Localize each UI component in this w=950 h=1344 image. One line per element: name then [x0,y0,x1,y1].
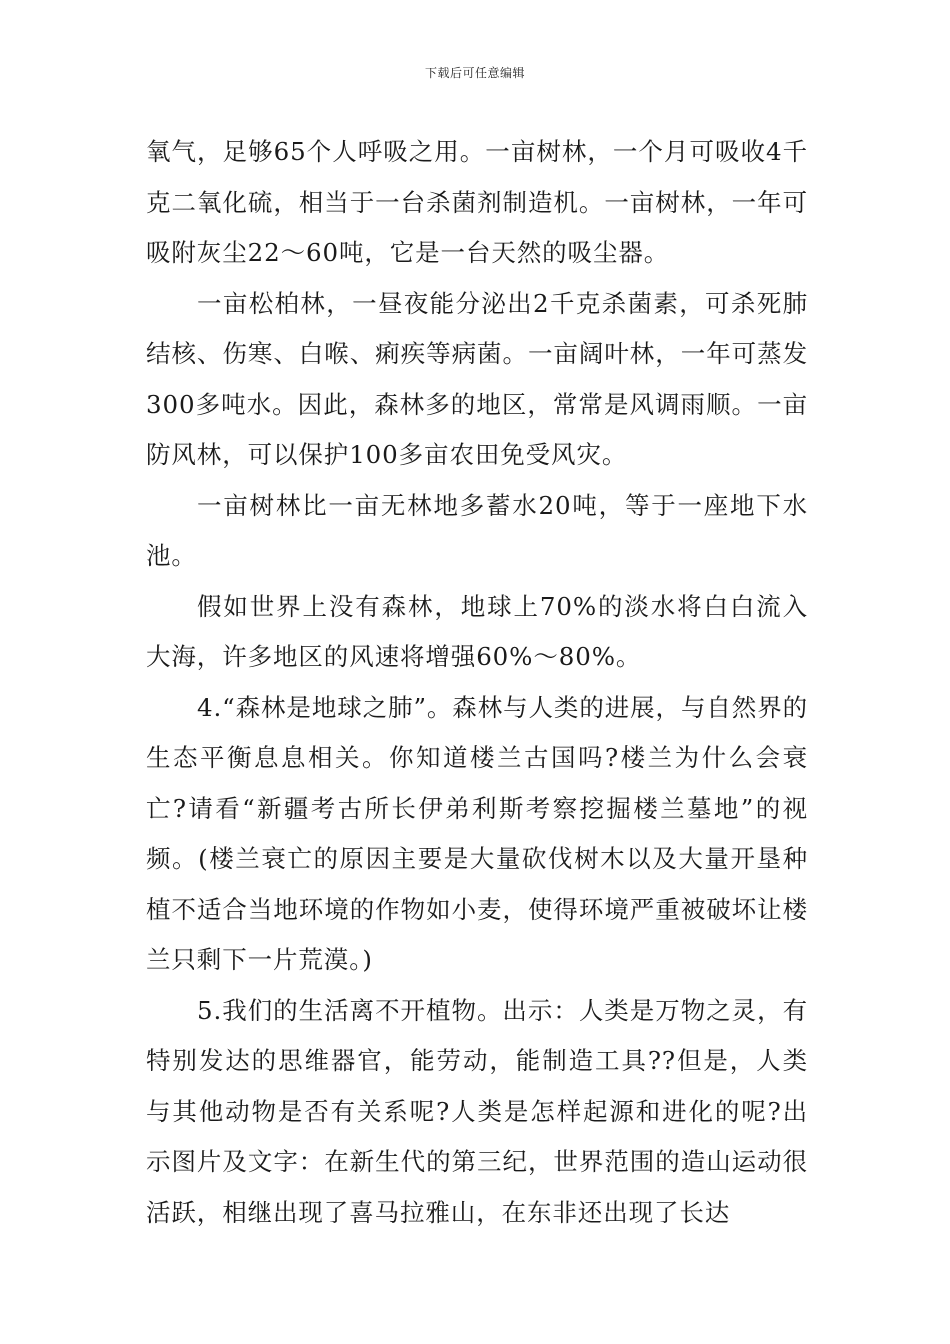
paragraph: 假如世界上没有森林，地球上70%的淡水将白白流入大海，许多地区的风速将增强60%～80%。 [146,591,808,671]
paragraph: 一亩松柏林，一昼夜能分泌出2千克杀菌素，可杀死肺结核、伤寒、白喉、痢疾等病菌。一亩阔叶林，一年可蒸发300多吨水。因此，森林多的地区，常常是风调雨顺。一亩防风林，可以保护100多亩农田免受风灾。 [146,288,808,469]
paragraph: 4.“森林是地球之肺”。森林与人类的进展，与自然界的生态平衡息息相关。你知道楼兰古国吗?楼兰为什么会衰亡?请看“新疆考古所长伊弟利斯考察挖掘楼兰墓地”的视频。(楼兰衰亡的原因主要是大量砍伐树木以及大量开垦种植不适合当地环境的作物如小麦，使得环境严重被破坏让楼兰只剩下一片荒漠。) [146,692,808,974]
page-header: 下载后可任意编辑 [424,66,525,80]
paragraph: 一亩树林比一亩无林地多蓄水20吨，等于一座地下水池。 [146,490,808,570]
paragraph: 5.我们的生活离不开植物。出示：人类是万物之灵，有特别发达的思维器官，能劳动，能制造工具??但是，人类与其他动物是否有关系呢?人类是怎样起源和进化的呢?出示图片及文字：在新生代的第三纪，世界范围的造山运动很活跃，相继出现了喜马拉雅山，在东非还出现了长达 [146,995,808,1227]
paragraph: 氧气，足够65个人呼吸之用。一亩树林，一个月可吸收4千克二氧化硫，相当于一台杀菌剂制造机。一亩树林，一年可吸附灰尘22～60吨，它是一台天然的吸尘器。 [146,137,808,267]
document-body [146,127,808,1238]
